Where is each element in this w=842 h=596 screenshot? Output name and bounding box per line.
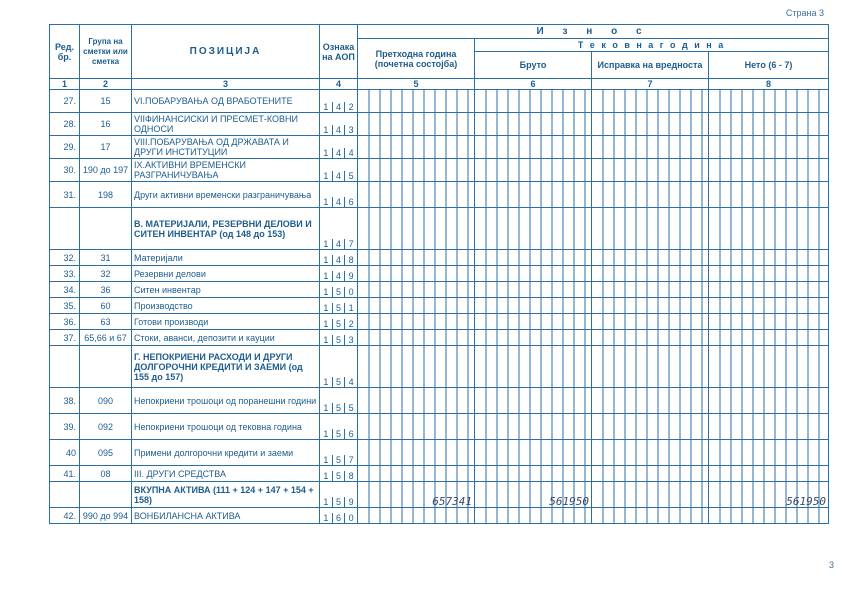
col-header-ispravka: Исправка на вредноста xyxy=(592,52,709,79)
col-number: 5 xyxy=(358,79,475,90)
amount-ispravka-field[interactable] xyxy=(592,208,709,250)
amount-ispravka-field[interactable] xyxy=(592,298,709,314)
col-number: 2 xyxy=(80,79,132,90)
col-number: 3 xyxy=(132,79,320,90)
row-aop-code xyxy=(320,208,358,250)
amount-neto-field[interactable] xyxy=(709,314,829,330)
row-aop-code xyxy=(320,159,358,182)
row-account-group: 15 xyxy=(80,90,132,113)
amount-prev-year-field[interactable] xyxy=(358,314,475,330)
amount-ispravka-field[interactable] xyxy=(592,159,709,182)
row-aop-code xyxy=(320,282,358,298)
amount-neto-field[interactable] xyxy=(709,266,829,282)
amount-neto-field[interactable] xyxy=(709,508,829,524)
table-row xyxy=(50,298,829,314)
col-header-prev-year: Претходна година (почетна состојба) xyxy=(358,39,475,79)
row-aop-code xyxy=(320,136,358,159)
col-header-aop: Ознака на АОП xyxy=(320,25,358,79)
col-header-red: Ред. бр. xyxy=(50,25,80,79)
amount-ispravka-field[interactable] xyxy=(592,330,709,346)
aop-digit: 5 xyxy=(333,377,346,387)
amount-prev-year-field[interactable] xyxy=(358,330,475,346)
aop-digit: 4 xyxy=(333,255,346,265)
aop-digit: 1 xyxy=(320,271,333,281)
row-position: Примени долгорочни кредити и заеми xyxy=(132,440,320,466)
row-position: Готови производи xyxy=(132,314,320,330)
aop-digit: 6 xyxy=(348,429,354,439)
amount-prev-year-field[interactable] xyxy=(358,282,475,298)
col-header-group: Група на сметки или сметка xyxy=(80,25,132,79)
row-number: 42. xyxy=(50,508,80,524)
amount-prev-year-field[interactable]: 657341 xyxy=(358,482,475,508)
table-row xyxy=(50,466,829,482)
row-aop-code xyxy=(320,266,358,282)
aop-digit: 5 xyxy=(333,303,346,313)
row-position: IX.АКТИВНИ ВРЕМЕНСКИ РАЗГРАНИЧУВАЊА xyxy=(132,159,320,182)
col-number: 4 xyxy=(320,79,358,90)
row-number: 40 xyxy=(50,440,80,466)
table-row xyxy=(50,314,829,330)
amount-ispravka-field[interactable] xyxy=(592,282,709,298)
amount-ispravka-field[interactable] xyxy=(592,136,709,159)
row-number: 41. xyxy=(50,466,80,482)
amount-ispravka-field[interactable] xyxy=(592,466,709,482)
table-row xyxy=(50,208,829,250)
col-header-iznos: И з н о с xyxy=(358,25,829,39)
col-number: 6 xyxy=(475,79,592,90)
amount-neto-field[interactable] xyxy=(709,136,829,159)
aop-digit: 3 xyxy=(348,125,354,135)
row-account-group: 190 до 197 xyxy=(80,159,132,182)
amount-prev-year-field[interactable] xyxy=(358,113,475,136)
row-position: В. МАТЕРИЈАЛИ, РЕЗЕРВНИ ДЕЛОВИ И СИТЕН ИНВЕНТАР (од 148 до 153) xyxy=(132,208,320,250)
amount-ispravka-field[interactable] xyxy=(592,314,709,330)
row-position: Непокриени трошоци од тековна година xyxy=(132,414,320,440)
aop-digit: 8 xyxy=(348,255,354,265)
col-header-neto: Нето (6 - 7) xyxy=(709,52,829,79)
amount-bruto-field[interactable] xyxy=(475,208,592,250)
amount-prev-year-field[interactable] xyxy=(358,414,475,440)
amount-bruto-field[interactable] xyxy=(475,282,592,298)
amount-ispravka-field[interactable] xyxy=(592,250,709,266)
table-row xyxy=(50,482,829,508)
table-row xyxy=(50,330,829,346)
aop-digit: 6 xyxy=(333,513,346,523)
table-row xyxy=(50,282,829,298)
amount-prev-year-field[interactable] xyxy=(358,388,475,414)
row-number: 37. xyxy=(50,330,80,346)
row-position: Стоки, аванси, депозити и кауции xyxy=(132,330,320,346)
aop-digit: 4 xyxy=(348,148,354,158)
amount-ispravka-field[interactable] xyxy=(592,266,709,282)
aop-digit: 1 xyxy=(320,429,333,439)
amount-ispravka-field[interactable] xyxy=(592,414,709,440)
amount-ispravka-field[interactable] xyxy=(592,182,709,208)
amount-ispravka-field[interactable] xyxy=(592,440,709,466)
table-row xyxy=(50,159,829,182)
row-aop-code xyxy=(320,346,358,388)
amount-prev-year-field[interactable] xyxy=(358,250,475,266)
col-header-bruto: Бруто xyxy=(475,52,592,79)
amount-bruto-field[interactable] xyxy=(475,90,592,113)
amount-prev-year-field[interactable] xyxy=(358,466,475,482)
aop-digit: 3 xyxy=(348,335,354,345)
row-aop-code xyxy=(320,482,358,508)
row-aop-code xyxy=(320,466,358,482)
balance-sheet-table xyxy=(49,24,829,524)
aop-digit: 9 xyxy=(348,271,354,281)
amount-neto-field[interactable] xyxy=(709,466,829,482)
row-account-group: 36 xyxy=(80,282,132,298)
table-row xyxy=(50,250,829,266)
table-row xyxy=(50,266,829,282)
row-position: VIIФИНАНСИСКИ И ПРЕСМЕТ-КОВНИ ОДНОСИ xyxy=(132,113,320,136)
aop-digit: 1 xyxy=(320,197,333,207)
amount-prev-year-field[interactable] xyxy=(358,182,475,208)
amount-prev-year-field[interactable] xyxy=(358,440,475,466)
aop-digit: 1 xyxy=(320,497,333,507)
aop-digit: 1 xyxy=(320,171,333,181)
row-account-group: 31 xyxy=(80,250,132,266)
aop-digit: 1 xyxy=(320,403,333,413)
amount-bruto-field[interactable] xyxy=(475,330,592,346)
row-position: Други активни временски разграничувања xyxy=(132,182,320,208)
row-number: 31. xyxy=(50,182,80,208)
aop-digit: 9 xyxy=(348,497,354,507)
row-position: ВОНБИЛАНСНА АКТИВА xyxy=(132,508,320,524)
aop-digit: 4 xyxy=(333,239,346,249)
row-position: Производство xyxy=(132,298,320,314)
aop-digit: 5 xyxy=(333,497,346,507)
row-number: 39. xyxy=(50,414,80,440)
aop-digit: 4 xyxy=(348,377,354,387)
amount-bruto-field[interactable] xyxy=(475,508,592,524)
amount-prev-year-field[interactable] xyxy=(358,208,475,250)
aop-digit: 5 xyxy=(348,171,354,181)
amount-ispravka-field[interactable] xyxy=(592,346,709,388)
row-aop-code xyxy=(320,414,358,440)
aop-digit: 5 xyxy=(333,287,346,297)
row-account-group: 08 xyxy=(80,466,132,482)
corner-number: 3 xyxy=(828,560,834,570)
aop-digit: 7 xyxy=(348,239,354,249)
amount-bruto-field[interactable] xyxy=(475,159,592,182)
table-row xyxy=(50,90,829,113)
aop-digit: 4 xyxy=(333,271,346,281)
row-account-group: 32 xyxy=(80,266,132,282)
row-number: 38. xyxy=(50,388,80,414)
amount-bruto-field[interactable] xyxy=(475,346,592,388)
row-position: ВКУПНА АКТИВА (111 + 124 + 147 + 154 + 158) xyxy=(132,482,320,508)
amount-bruto-field[interactable] xyxy=(475,182,592,208)
aop-digit: 1 xyxy=(320,455,333,465)
aop-digit: 4 xyxy=(333,102,346,112)
row-account-group: 198 xyxy=(80,182,132,208)
aop-digit: 2 xyxy=(348,319,354,329)
aop-digit: 4 xyxy=(333,148,346,158)
table-body xyxy=(50,90,829,524)
amount-neto-field[interactable]: 561950 xyxy=(709,482,829,508)
amount-ispravka-field[interactable] xyxy=(592,388,709,414)
amount-prev-year-field[interactable] xyxy=(358,136,475,159)
aop-digit: 4 xyxy=(333,171,346,181)
amount-neto-field[interactable] xyxy=(709,282,829,298)
table-row xyxy=(50,440,829,466)
amount-neto-field[interactable] xyxy=(709,330,829,346)
row-position: VIII.ПОБАРУВАЊА ОД ДРЖАВАТА И ДРУГИ ИНСТИТУЦИИ xyxy=(132,136,320,159)
row-position: Резервни делови xyxy=(132,266,320,282)
row-account-group: 990 до 994 xyxy=(80,508,132,524)
amount-prev-year-field[interactable] xyxy=(358,90,475,113)
col-header-position: ПОЗИЦИЈА xyxy=(132,25,320,79)
row-account-group: 092 xyxy=(80,414,132,440)
table-row xyxy=(50,508,829,524)
aop-digit: 5 xyxy=(333,403,346,413)
aop-digit: 1 xyxy=(320,148,333,158)
row-account-group: 090 xyxy=(80,388,132,414)
aop-digit: 8 xyxy=(348,471,354,481)
amount-bruto-field[interactable] xyxy=(475,113,592,136)
amount-bruto-field[interactable] xyxy=(475,298,592,314)
amount-prev-year-field[interactable] xyxy=(358,346,475,388)
page-label: Страна 3 xyxy=(785,8,824,18)
amount-prev-year-field[interactable] xyxy=(358,508,475,524)
table-row xyxy=(50,136,829,159)
row-position: III. ДРУГИ СРЕДСТВА xyxy=(132,466,320,482)
table-row xyxy=(50,414,829,440)
row-account-group xyxy=(80,208,132,250)
aop-digit: 2 xyxy=(348,102,354,112)
row-account-group: 16 xyxy=(80,113,132,136)
row-position: Материјали xyxy=(132,250,320,266)
row-number: 33. xyxy=(50,266,80,282)
aop-digit: 0 xyxy=(348,513,354,523)
aop-digit: 5 xyxy=(348,403,354,413)
amount-bruto-field[interactable] xyxy=(475,388,592,414)
col-number: 7 xyxy=(592,79,709,90)
aop-digit: 1 xyxy=(348,303,354,313)
row-aop-code xyxy=(320,182,358,208)
amount-neto-field[interactable] xyxy=(709,388,829,414)
row-number xyxy=(50,482,80,508)
aop-digit: 1 xyxy=(320,102,333,112)
amount-neto-field[interactable] xyxy=(709,414,829,440)
amount-neto-field[interactable] xyxy=(709,208,829,250)
aop-digit: 7 xyxy=(348,455,354,465)
row-account-group: 095 xyxy=(80,440,132,466)
row-number: 35. xyxy=(50,298,80,314)
aop-digit: 1 xyxy=(320,335,333,345)
row-position: VI.ПОБАРУВАЊА ОД ВРАБОТЕНИТЕ xyxy=(132,90,320,113)
row-account-group: 17 xyxy=(80,136,132,159)
table-row xyxy=(50,182,829,208)
col-number: 8 xyxy=(709,79,829,90)
row-number: 30. xyxy=(50,159,80,182)
amount-bruto-field[interactable] xyxy=(475,136,592,159)
row-aop-code xyxy=(320,314,358,330)
aop-digit: 1 xyxy=(320,287,333,297)
amount-bruto-field[interactable] xyxy=(475,440,592,466)
table-row xyxy=(50,388,829,414)
row-account-group xyxy=(80,482,132,508)
row-position: Ситен инвентар xyxy=(132,282,320,298)
aop-digit: 5 xyxy=(333,429,346,439)
table-row xyxy=(50,113,829,136)
row-number: 29. xyxy=(50,136,80,159)
amount-bruto-field[interactable] xyxy=(475,266,592,282)
amount-ispravka-field[interactable] xyxy=(592,113,709,136)
row-aop-code xyxy=(320,440,358,466)
aop-digit: 5 xyxy=(333,455,346,465)
amount-bruto-field[interactable]: 561950 xyxy=(475,482,592,508)
row-aop-code xyxy=(320,298,358,314)
row-aop-code xyxy=(320,250,358,266)
aop-digit: 1 xyxy=(320,255,333,265)
aop-digit: 6 xyxy=(348,197,354,207)
aop-digit: 5 xyxy=(333,319,346,329)
amount-bruto-field[interactable] xyxy=(475,250,592,266)
amount-neto-field[interactable] xyxy=(709,298,829,314)
row-account-group: 65,66 и 67 xyxy=(80,330,132,346)
col-number: 1 xyxy=(50,79,80,90)
row-number xyxy=(50,346,80,388)
amount-ispravka-field[interactable] xyxy=(592,482,709,508)
amount-bruto-field[interactable] xyxy=(475,466,592,482)
row-aop-code xyxy=(320,330,358,346)
aop-digit: 1 xyxy=(320,471,333,481)
row-number: 36. xyxy=(50,314,80,330)
table-row xyxy=(50,346,829,388)
col-header-current-year: Т е к о в н а г о д и н а xyxy=(475,39,829,52)
amount-prev-year-field[interactable] xyxy=(358,298,475,314)
row-number xyxy=(50,208,80,250)
row-account-group: 63 xyxy=(80,314,132,330)
row-aop-code xyxy=(320,113,358,136)
amount-neto-field[interactable] xyxy=(709,182,829,208)
amount-neto-field[interactable] xyxy=(709,440,829,466)
aop-digit: 1 xyxy=(320,239,333,249)
amount-neto-field[interactable] xyxy=(709,250,829,266)
aop-digit: 1 xyxy=(320,303,333,313)
row-number: 34. xyxy=(50,282,80,298)
aop-digit: 0 xyxy=(348,287,354,297)
aop-digit: 4 xyxy=(333,125,346,135)
row-aop-code xyxy=(320,90,358,113)
aop-digit: 5 xyxy=(333,335,346,345)
row-position: Г. НЕПОКРИЕНИ РАСХОДИ И ДРУГИ ДОЛГОРОЧНИ КРЕДИТИ И ЗАЕМИ (од 155 до 157) xyxy=(132,346,320,388)
row-number: 32. xyxy=(50,250,80,266)
amount-bruto-field[interactable] xyxy=(475,314,592,330)
aop-digit: 1 xyxy=(320,513,333,523)
row-aop-code xyxy=(320,388,358,414)
amount-ispravka-field[interactable] xyxy=(592,508,709,524)
amount-neto-field[interactable] xyxy=(709,346,829,388)
aop-digit: 4 xyxy=(333,197,346,207)
amount-bruto-field[interactable] xyxy=(475,414,592,440)
row-account-group xyxy=(80,346,132,388)
row-account-group: 60 xyxy=(80,298,132,314)
row-position: Непокриени трошоци од поранешни години xyxy=(132,388,320,414)
aop-digit: 5 xyxy=(333,471,346,481)
row-number: 27. xyxy=(50,90,80,113)
amount-neto-field[interactable] xyxy=(709,159,829,182)
amount-prev-year-field[interactable] xyxy=(358,159,475,182)
aop-digit: 1 xyxy=(320,377,333,387)
aop-digit: 1 xyxy=(320,319,333,329)
row-aop-code xyxy=(320,508,358,524)
row-number: 28. xyxy=(50,113,80,136)
aop-digit: 1 xyxy=(320,125,333,135)
amount-neto-field[interactable] xyxy=(709,90,829,113)
amount-ispravka-field[interactable] xyxy=(592,90,709,113)
amount-neto-field[interactable] xyxy=(709,113,829,136)
amount-prev-year-field[interactable] xyxy=(358,266,475,282)
